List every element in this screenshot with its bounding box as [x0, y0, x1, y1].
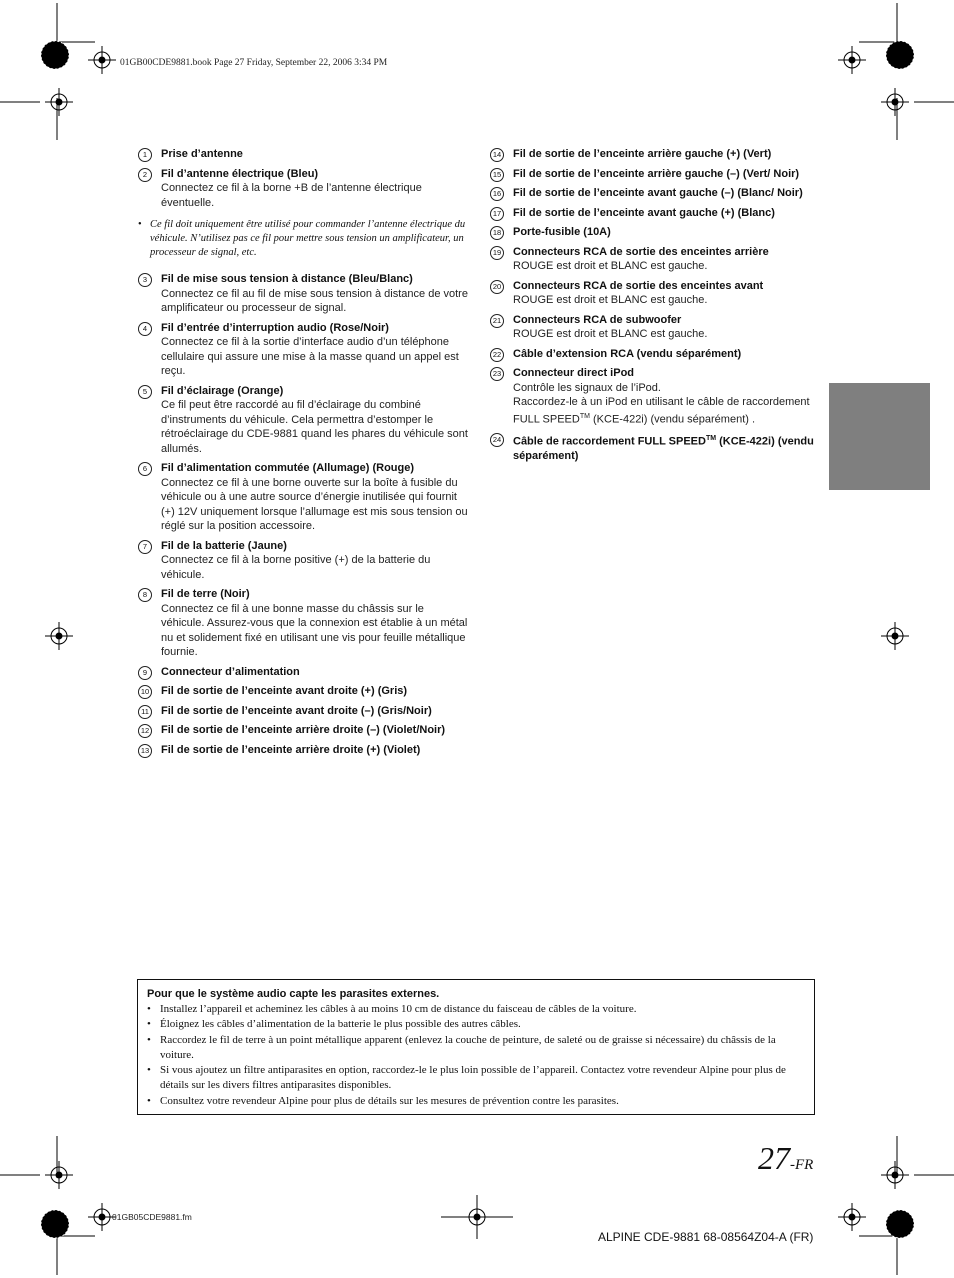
notice-item [147, 1063, 805, 1094]
item-number: 2 [138, 168, 152, 182]
notice-item [147, 1033, 805, 1064]
antenna-note [138, 218, 468, 260]
item-title: Câble d’extension RCA (vendu séparément) [513, 347, 742, 360]
list-item-8 [138, 587, 468, 660]
item-title: Fil d’éclairage (Orange) [161, 384, 284, 397]
item-number: 18 [490, 226, 504, 240]
item-description: Connectez ce fil à la sortie d’interface audio d’un téléphone cellulaire qui assure une mise à la masse quand un appel est reçu. [161, 336, 459, 377]
item-number: 17 [490, 207, 504, 221]
list-item-4 [138, 321, 468, 379]
trademark-sup: TM [705, 434, 717, 442]
item-number: 1 [138, 148, 152, 162]
list-item-9 [138, 665, 468, 680]
item-description: ROUGE est droit et BLANC est gauche. [513, 260, 708, 272]
list-item-23 [490, 366, 820, 427]
item-title: Fil d’alimentation commutée (Allumage) (Rouge) [161, 462, 415, 474]
page-number-value: 27 [758, 1140, 790, 1176]
notice-item-text: Raccordez le fil de terre à un point métallique apparent (enlevez la couche de peinture, de saleté ou de graisse si nécessaire) du châssis de la voiture. [160, 1033, 776, 1061]
item-description: Connectez ce fil à une bonne masse du châssis sur le véhicule. Assurez-vous que la connexion est établie à un métal nu et solidement fixé en utilisant une vis pour feuille métallique fournie. [161, 602, 468, 658]
noise-notice-box [137, 979, 815, 1115]
item23-desc-line2-end: (KCE-422i) (vendu séparément) . [589, 413, 756, 426]
item-title: Connecteurs RCA de sortie des enceintes avant [513, 279, 764, 292]
notice-item-text: Consultez votre revendeur Alpine pour plus de détails sur les mesures de prévention contre les parasites. [160, 1094, 619, 1107]
item-description: Connectez ce fil à une borne ouverte sur la boîte à fusible du véhicule ou à une autre source d’énergie inutilisée qui fournit (+) 12V uniquement lorsque l’allumage est mis sous tension ou réglé sur la position accessoire. [161, 476, 468, 532]
notice-item [147, 1094, 805, 1109]
item-title: Fil de sortie de l’enceinte arrière gauche (–) (Vert/ Noir) [513, 167, 800, 180]
item-title: Fil de sortie de l’enceinte arrière droite (–) (Violet/Noir) [161, 724, 446, 736]
item-title: Fil de sortie de l’enceinte avant gauche (–) (Blanc/ Noir) [513, 187, 803, 199]
item-description: ROUGE est droit et BLANC est gauche. [513, 328, 708, 340]
item-title: Fil de sortie de l’enceinte avant droite (+) (Gris) [161, 685, 408, 697]
notice-title: Pour que le système audio capte les parasites externes. [147, 988, 440, 1000]
item-number: 5 [138, 385, 152, 399]
notice-bullet: • [147, 1018, 151, 1031]
list-item-19 [490, 245, 820, 274]
notice-item-text: Si vous ajoutez un filtre antiparasites en option, raccordez-le le plus loin possible de l’appareil. Contactez votre revendeur Alpine pour plus de détails sur les divers filtres antiparasites disponibles. [160, 1064, 786, 1092]
left-column [138, 147, 468, 762]
note-bullet: • [138, 219, 142, 230]
side-tab-marker [829, 383, 930, 490]
list-item-1 [138, 147, 468, 162]
item24-title-end: (KCE-422i) (vendu séparément) [513, 435, 814, 462]
list-item-20 [490, 279, 820, 308]
list-item-6 [138, 461, 468, 534]
page-number-suffix: -FR [790, 1157, 814, 1173]
notice-item-text: Éloignez les câbles d’alimentation de la batterie le plus possible des autres câbles. [160, 1018, 521, 1031]
item-title: Fil de sortie de l’enceinte avant droite (–) (Gris/Noir) [161, 704, 432, 717]
item-title: Fil de sortie de l’enceinte arrière gauche (+) (Vert) [513, 148, 772, 160]
footer-file-name: 01GB05CDE9881.fm [112, 1212, 192, 1222]
notice-item [147, 1002, 805, 1017]
list-item-2 [138, 167, 468, 211]
trademark-sup: TM [579, 412, 590, 420]
item-title: Connecteur direct iPod [513, 367, 635, 379]
footer-model: ALPINE CDE-9881 68-08564Z04-A (FR) [598, 1230, 814, 1244]
item23-desc-line1: Contrôle les signaux de l’iPod. [513, 381, 661, 394]
item-title: Fil de la batterie (Jaune) [161, 539, 287, 552]
list-item-13 [138, 743, 468, 758]
list-item-14 [490, 147, 820, 162]
item-number: 11 [138, 705, 152, 719]
list-item-16 [490, 186, 820, 201]
notice-item-text: Installez l’appareil et acheminez les câbles à au moins 10 cm de distance du faisceau de câbles de la voiture. [160, 1003, 637, 1015]
item-number: 6 [138, 462, 152, 476]
item-description [513, 381, 820, 427]
list-item-5 [138, 384, 468, 457]
item-number: 9 [138, 666, 152, 680]
list-item-12 [138, 723, 468, 738]
item-number: 19 [490, 246, 504, 260]
item-number: 3 [138, 273, 152, 287]
item-description: Ce fil peut être raccordé au fil d’éclairage du combiné d’instruments du véhicule. Cela permettra d’estomper le rétroéclairage du CDE-9881 quand les phares du véhicule sont allumés. [161, 399, 468, 455]
item-number: 10 [138, 685, 152, 699]
item-title: Prise d’antenne [161, 148, 243, 160]
header-file-info: 01GB00CDE9881.book Page 27 Friday, September 22, 2006 3:34 PM [120, 58, 388, 68]
list-item-18 [490, 225, 820, 240]
item-number: 13 [138, 744, 152, 758]
item-number: 4 [138, 322, 152, 336]
notice-list [147, 1002, 805, 1109]
item-title: Fil de terre (Noir) [161, 588, 250, 600]
notice-bullet: • [147, 1033, 151, 1046]
notice-bullet: • [147, 1064, 151, 1077]
item-number: 16 [490, 187, 504, 201]
list-item-7 [138, 539, 468, 583]
item-title: Connecteurs RCA de subwoofer [513, 313, 682, 326]
list-item-21 [490, 313, 820, 342]
list-item-10 [138, 684, 468, 699]
item-number: 12 [138, 724, 152, 738]
item-number: 23 [490, 367, 504, 381]
item-number: 21 [490, 314, 504, 328]
item-title: Fil de mise sous tension à distance (Bleu/Blanc) [161, 273, 413, 285]
item-number: 24 [490, 433, 504, 447]
item-number: 8 [138, 588, 152, 602]
item-number: 20 [490, 280, 504, 294]
item-title: Fil d’entrée d’interruption audio (Rose/Noir) [161, 321, 389, 334]
item-number: 7 [138, 540, 152, 554]
item-title [513, 432, 820, 464]
item-title: Fil de sortie de l’enceinte arrière droite (+) (Violet) [161, 743, 421, 756]
list-item-15 [490, 167, 820, 182]
item-number: 22 [490, 348, 504, 362]
right-column [490, 147, 820, 468]
list-item-3 [138, 272, 468, 316]
list-item-22 [490, 347, 820, 362]
item24-title-start: Câble de raccordement FULL SPEED [513, 435, 706, 448]
item-number: 14 [490, 148, 504, 162]
item-description: Connectez ce fil au fil de mise sous tension à distance de votre amplificateur ou processeur de signal. [161, 287, 468, 314]
note-text: Ce fil doit uniquement être utilisé pour commander l’antenne électrique du véhicule. N’utilisez pas ce fil pour mettre sous tension un amplificateur, un processeur de signal, etc. [150, 219, 466, 258]
item-description: Connectez ce fil à la borne positive (+) de la batterie du véhicule. [161, 554, 431, 581]
item-title: Fil d’antenne électrique (Bleu) [161, 167, 319, 180]
list-item-17 [490, 206, 820, 221]
notice-bullet: • [147, 1094, 151, 1107]
list-item-24 [490, 432, 820, 464]
item-title: Connecteurs RCA de sortie des enceintes arrière [513, 245, 769, 258]
item-title: Connecteur d’alimentation [161, 665, 300, 678]
notice-item [147, 1017, 805, 1032]
notice-bullet: • [147, 1003, 151, 1015]
item-title: Fil de sortie de l’enceinte avant gauche (+) (Blanc) [513, 206, 775, 219]
item-description: ROUGE est droit et BLANC est gauche. [513, 294, 708, 306]
page-number [758, 1140, 813, 1177]
item-number: 15 [490, 168, 504, 182]
list-item-11 [138, 704, 468, 719]
item23-desc-line2: Raccordez-le à un iPod en utilisant le câble de raccordement FULL SPEED [513, 396, 810, 426]
item-description: Connectez ce fil à la borne +B de l’antenne électrique éventuelle. [161, 182, 422, 209]
item-title: Porte-fusible (10A) [513, 226, 611, 238]
